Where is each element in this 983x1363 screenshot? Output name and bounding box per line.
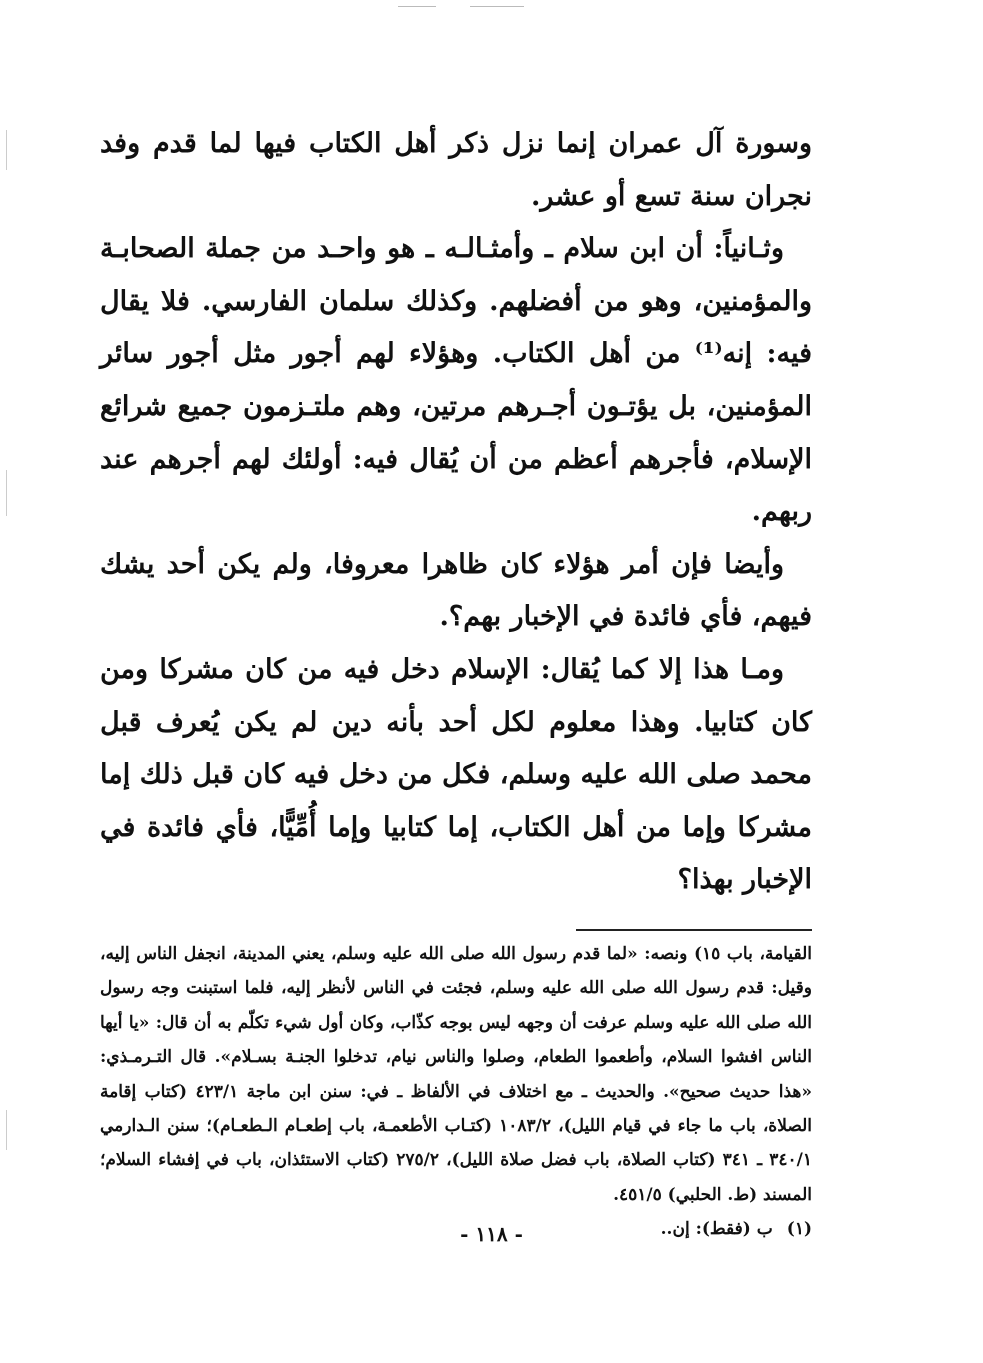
book-page: [100, 118, 812, 1247]
page-number: - ١١٨ -: [460, 1222, 523, 1246]
body-paragraph-3: وأيضا فإن أمر هؤلاء كان ظاهرا معروفا، ولم يكن أحد يشك فيهم، فأي فائدة في الإخبار بهم؟.: [100, 548, 812, 633]
body-paragraph-4: ومـا هذا إلا كما يُقال: الإسلام دخل فيه من كان مشركا ومن كان كتابيا. وهذا معلوم لكل أحد بأنه دين لم يكن يُعرف قبل محمد صلى الله عليه وسلم، فكل من دخل فيه كان قبل ذلك إما مشركا وإما من أهل الكتاب، إما كتابيا وإما أُمِّيًّا، فأي فائدة في الإخبار بهذا؟: [100, 653, 812, 896]
body-paragraph-2: وثـانياً: أن ابن سلام ـ وأمثـالـه ـ هو واحـد من جملة الصحابـة والمؤمنين، وهو من أفضلهم. وكذلك سلمان الفارسي. فلا يقال فيه: إنه⁽¹⁾ من أهل الكتاب. وهؤلاء لهم أجور مثل أجور سائر المؤمنين، بل يؤتـون أجـرهم مرتين، وهم ملتـزمون جميع شرائع الإسلام، فأجرهم أعظم من أن يُقال فيه: أولئك لهم أجرهم عند ربهم.: [100, 233, 812, 528]
scan-artifact-top-right: [470, 6, 524, 7]
footnotes: [100, 937, 812, 1247]
scan-artifact-edge-1: [6, 130, 7, 170]
footnote-continuation: القيامة، باب ١٥) ونصه: «لما قدم رسول الله صلى الله عليه وسلم، يعني المدينة، انجفل الناس إليه، وقيل: قدم رسول الله صلى الله عليه وسلم، فجئت في الناس لأنظر إليه، فلما استبنت وجه رسول الله صلى الله عليه وسلم عرفت أن وجهه ليس بوجه كذّاب، وكان أول شيء تكلّم به أن قال: «يا أيها الناس افشوا السلام، وأطعموا الطعام، وصلوا والناس نيام، تدخلوا الجنـة بسـلام». قال التـرمـذي: «هذا حديث صحيح». والحديث ـ مع اختلاف في الألفاظ ـ في: سنن ابن ماجة ٤٢٣/١ (كتاب إقامة الصلاة، باب ما جاء في قيام الليل)، ١٠٨٣/٢ (كتـاب الأطعمـة، باب إطعـام الـطعـام)؛ سنن الـدارمي ٣٤٠/١ ـ ٣٤١ (كتاب الصلاة، باب فضل صلاة الليل)، ٢٧٥/٢ (كتاب الاستئذان، باب في إفشاء السلام؛ المسند (ط. الحلبي) ٤٥١/٥.: [100, 943, 812, 1205]
scan-artifact-top-left: [398, 6, 436, 7]
scan-artifact-edge-3: [6, 1110, 7, 1150]
body-paragraph-1: وسورة آل عمران إنما نزل ذكر أهل الكتاب فيها لما قدم وفد نجران سنة تسع أو عشر.: [100, 128, 812, 212]
footnote-divider: [576, 929, 812, 931]
footnote-1-text: ب (فقط): إن..: [660, 1219, 773, 1240]
footnote-1-marker: (١): [786, 1219, 812, 1240]
main-text: [100, 118, 812, 907]
scan-artifact-edge-2: [6, 470, 7, 516]
